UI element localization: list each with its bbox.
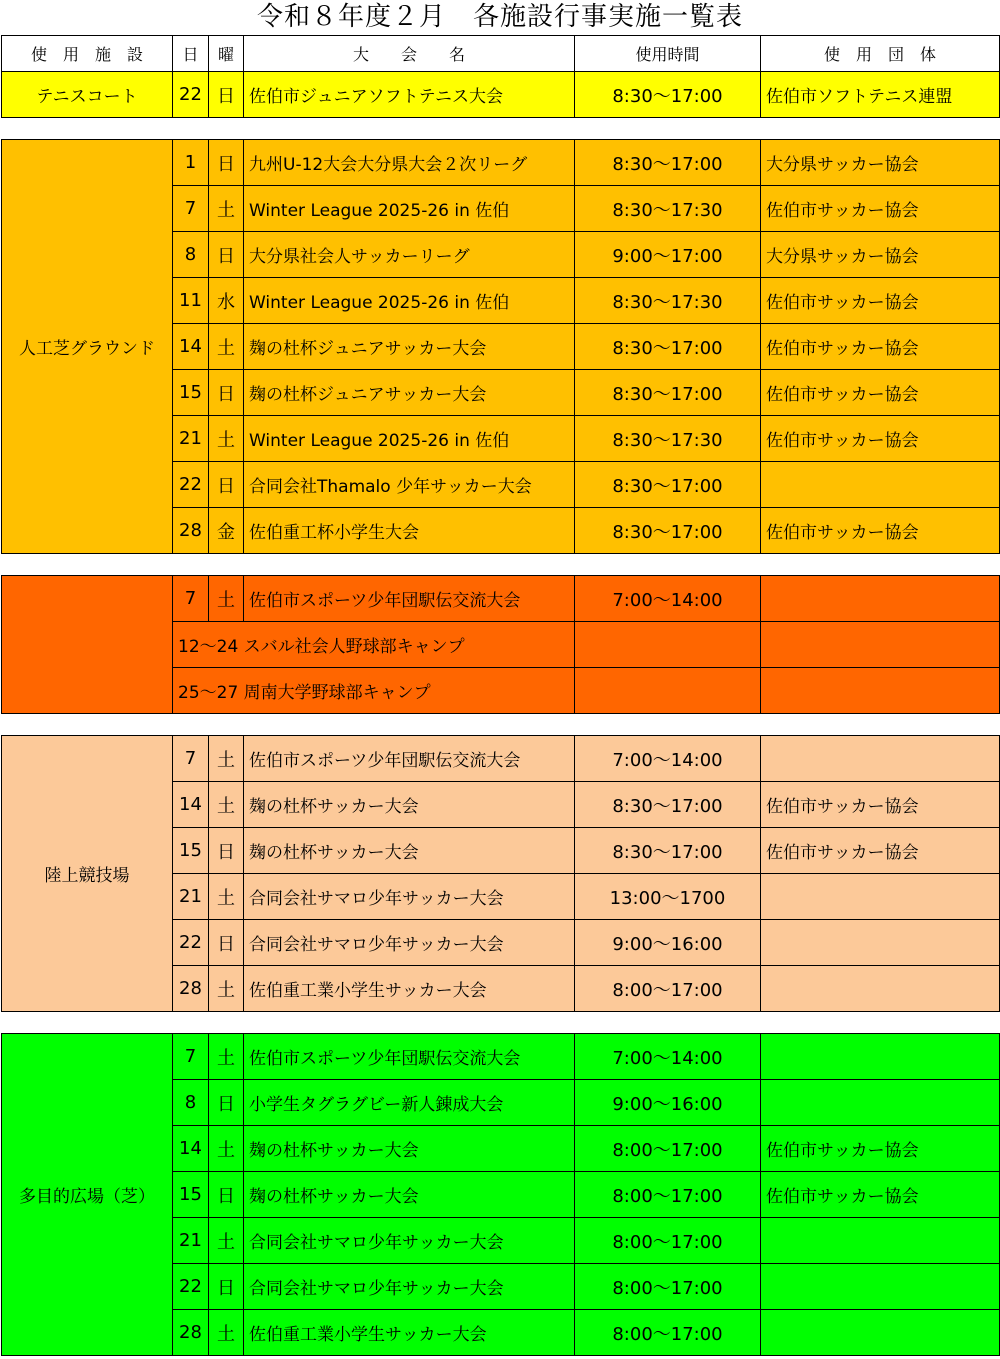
weekday-cell: 土 xyxy=(209,736,244,782)
org-cell: 大分県サッカー協会 xyxy=(761,232,1000,278)
event-cell: 小学生タグラグビー新人錬成大会 xyxy=(244,1080,575,1126)
time-cell xyxy=(575,622,761,668)
event-cell: Winter League 2025-26 in 佐伯 xyxy=(244,416,575,462)
org-cell xyxy=(761,874,1000,920)
org-cell xyxy=(761,920,1000,966)
time-cell: 8:30～17:00 xyxy=(575,462,761,508)
event-cell: 大分県社会人サッカーリーグ xyxy=(244,232,575,278)
weekday-cell: 日 xyxy=(209,1080,244,1126)
weekday-cell: 土 xyxy=(209,416,244,462)
section-gap xyxy=(2,1012,1000,1034)
time-cell: 13:00～1700 xyxy=(575,874,761,920)
time-cell: 8:30～17:00 xyxy=(575,828,761,874)
weekday-cell: 日 xyxy=(209,920,244,966)
org-cell xyxy=(761,736,1000,782)
org-cell xyxy=(761,1264,1000,1310)
event-cell: 合同会社Thamalo 少年サッカー大会 xyxy=(244,462,575,508)
weekday-cell: 日 xyxy=(209,828,244,874)
weekday-cell: 日 xyxy=(209,1172,244,1218)
day-cell: 11 xyxy=(173,278,209,324)
time-cell: 8:00～17:00 xyxy=(575,1310,761,1356)
span-event-cell: 25～27 周南大学野球部キャンプ xyxy=(173,668,575,714)
time-cell: 8:30～17:00 xyxy=(575,324,761,370)
section-gap xyxy=(2,118,1000,140)
day-cell: 1 xyxy=(173,140,209,186)
day-cell: 14 xyxy=(173,324,209,370)
weekday-cell: 日 xyxy=(209,140,244,186)
time-cell: 8:30～17:30 xyxy=(575,416,761,462)
day-cell: 15 xyxy=(173,828,209,874)
event-cell: 麹の杜杯サッカー大会 xyxy=(244,828,575,874)
event-cell: Winter League 2025-26 in 佐伯 xyxy=(244,278,575,324)
org-cell xyxy=(761,622,1000,668)
event-cell: 合同会社サマロ少年サッカー大会 xyxy=(244,874,575,920)
day-cell: 22 xyxy=(173,920,209,966)
time-cell: 8:00～17:00 xyxy=(575,1264,761,1310)
weekday-cell: 土 xyxy=(209,186,244,232)
day-cell: 21 xyxy=(173,1218,209,1264)
page-title: 令和８年度２月 各施設行事実施一覧表 xyxy=(256,2,743,32)
time-cell: 8:30～17:00 xyxy=(575,72,761,118)
facility-cell xyxy=(2,576,173,714)
weekday-cell: 土 xyxy=(209,874,244,920)
org-cell: 佐伯市サッカー協会 xyxy=(761,828,1000,874)
time-cell: 7:00～14:00 xyxy=(575,736,761,782)
time-cell: 8:00～17:00 xyxy=(575,1126,761,1172)
day-cell: 7 xyxy=(173,1034,209,1080)
gap-cell xyxy=(2,118,1000,140)
event-cell: 佐伯重工業小学生サッカー大会 xyxy=(244,1310,575,1356)
event-cell: 合同会社サマロ少年サッカー大会 xyxy=(244,920,575,966)
facility-cell: 陸上競技場 xyxy=(2,736,173,1012)
org-cell: 佐伯市サッカー協会 xyxy=(761,782,1000,828)
weekday-cell: 日 xyxy=(209,370,244,416)
org-cell: 佐伯市サッカー協会 xyxy=(761,1126,1000,1172)
header-event: 大 会 名 xyxy=(244,36,575,72)
section-gap xyxy=(2,714,1000,736)
time-cell xyxy=(575,668,761,714)
header-time: 使用時間 xyxy=(575,36,761,72)
weekday-cell: 土 xyxy=(209,1126,244,1172)
day-cell: 28 xyxy=(173,966,209,1012)
weekday-cell: 日 xyxy=(209,462,244,508)
org-cell: 佐伯市サッカー協会 xyxy=(761,370,1000,416)
day-cell: 7 xyxy=(173,186,209,232)
table-row xyxy=(2,1034,1000,1080)
day-cell: 28 xyxy=(173,1310,209,1356)
weekday-cell: 土 xyxy=(209,324,244,370)
org-cell: 佐伯市サッカー協会 xyxy=(761,186,1000,232)
weekday-cell: 土 xyxy=(209,576,244,622)
org-cell xyxy=(761,1080,1000,1126)
table-row xyxy=(2,736,1000,782)
gap-cell xyxy=(2,554,1000,576)
event-cell: 麹の杜杯ジュニアサッカー大会 xyxy=(244,370,575,416)
facility-cell: 人工芝グラウンド xyxy=(2,140,173,554)
time-cell: 8:30～17:30 xyxy=(575,278,761,324)
weekday-cell: 日 xyxy=(209,232,244,278)
weekday-cell: 土 xyxy=(209,1310,244,1356)
header-weekday: 曜 xyxy=(209,36,244,72)
time-cell: 8:30～17:30 xyxy=(575,186,761,232)
day-cell: 8 xyxy=(173,1080,209,1126)
weekday-cell: 土 xyxy=(209,966,244,1012)
event-cell: 佐伯重工業小学生サッカー大会 xyxy=(244,966,575,1012)
event-cell: 麹の杜杯サッカー大会 xyxy=(244,782,575,828)
event-cell: 九州U-12大会大分県大会２次リーグ xyxy=(244,140,575,186)
gap-cell xyxy=(2,714,1000,736)
org-cell xyxy=(761,462,1000,508)
gap-cell xyxy=(2,1012,1000,1034)
day-cell: 7 xyxy=(173,736,209,782)
time-cell: 9:00～16:00 xyxy=(575,1080,761,1126)
table-row xyxy=(2,140,1000,186)
day-cell: 8 xyxy=(173,232,209,278)
time-cell: 8:30～17:00 xyxy=(575,140,761,186)
day-cell: 15 xyxy=(173,1172,209,1218)
event-cell: 佐伯市スポーツ少年団駅伝交流大会 xyxy=(244,576,575,622)
org-cell xyxy=(761,1034,1000,1080)
event-cell: 佐伯市ジュニアソフトテニス大会 xyxy=(244,72,575,118)
org-cell: 佐伯市ソフトテニス連盟 xyxy=(761,72,1000,118)
weekday-cell: 水 xyxy=(209,278,244,324)
day-cell: 28 xyxy=(173,508,209,554)
weekday-cell: 土 xyxy=(209,1218,244,1264)
org-cell: 佐伯市サッカー協会 xyxy=(761,278,1000,324)
header-org: 使 用 団 体 xyxy=(761,36,1000,72)
day-cell: 15 xyxy=(173,370,209,416)
org-cell xyxy=(761,966,1000,1012)
day-cell: 22 xyxy=(173,462,209,508)
day-cell: 14 xyxy=(173,782,209,828)
time-cell: 9:00～16:00 xyxy=(575,920,761,966)
day-cell: 7 xyxy=(173,576,209,622)
org-cell xyxy=(761,1218,1000,1264)
weekday-cell: 日 xyxy=(209,72,244,118)
org-cell xyxy=(761,668,1000,714)
time-cell: 8:30～17:00 xyxy=(575,782,761,828)
org-cell xyxy=(761,576,1000,622)
header-row xyxy=(2,36,1000,72)
day-cell: 22 xyxy=(173,1264,209,1310)
facility-cell: 多目的広場（芝） xyxy=(2,1034,173,1356)
time-cell: 8:00～17:00 xyxy=(575,1218,761,1264)
time-cell: 8:00～17:00 xyxy=(575,1172,761,1218)
event-cell: Winter League 2025-26 in 佐伯 xyxy=(244,186,575,232)
day-cell: 22 xyxy=(173,72,209,118)
event-cell: 麹の杜杯ジュニアサッカー大会 xyxy=(244,324,575,370)
event-cell: 合同会社サマロ少年サッカー大会 xyxy=(244,1264,575,1310)
span-event-cell: 12～24 スバル社会人野球部キャンプ xyxy=(173,622,575,668)
time-cell: 9:00～17:00 xyxy=(575,232,761,278)
facility-cell: テニスコート xyxy=(2,72,173,118)
event-cell: 佐伯重工杯小学生大会 xyxy=(244,508,575,554)
day-cell: 14 xyxy=(173,1126,209,1172)
time-cell: 7:00～14:00 xyxy=(575,1034,761,1080)
org-cell: 大分県サッカー協会 xyxy=(761,140,1000,186)
event-cell: 佐伯市スポーツ少年団駅伝交流大会 xyxy=(244,736,575,782)
time-cell: 7:00～14:00 xyxy=(575,576,761,622)
org-cell: 佐伯市サッカー協会 xyxy=(761,324,1000,370)
header-day: 日 xyxy=(173,36,209,72)
event-cell: 佐伯市スポーツ少年団駅伝交流大会 xyxy=(244,1034,575,1080)
day-cell: 21 xyxy=(173,416,209,462)
event-cell: 合同会社サマロ少年サッカー大会 xyxy=(244,1218,575,1264)
org-cell: 佐伯市サッカー協会 xyxy=(761,416,1000,462)
org-cell xyxy=(761,1310,1000,1356)
facility-schedule-table xyxy=(1,35,1000,1356)
header-facility: 使 用 施 設 xyxy=(2,36,173,72)
time-cell: 8:30～17:00 xyxy=(575,370,761,416)
weekday-cell: 土 xyxy=(209,1034,244,1080)
day-cell: 21 xyxy=(173,874,209,920)
time-cell: 8:30～17:00 xyxy=(575,508,761,554)
weekday-cell: 金 xyxy=(209,508,244,554)
weekday-cell: 土 xyxy=(209,782,244,828)
weekday-cell: 日 xyxy=(209,1264,244,1310)
time-cell: 8:00～17:00 xyxy=(575,966,761,1012)
table-row xyxy=(2,72,1000,118)
event-cell: 麹の杜杯サッカー大会 xyxy=(244,1126,575,1172)
table-row xyxy=(2,576,1000,622)
section-gap xyxy=(2,554,1000,576)
org-cell: 佐伯市サッカー協会 xyxy=(761,508,1000,554)
event-cell: 麹の杜杯サッカー大会 xyxy=(244,1172,575,1218)
org-cell: 佐伯市サッカー協会 xyxy=(761,1172,1000,1218)
